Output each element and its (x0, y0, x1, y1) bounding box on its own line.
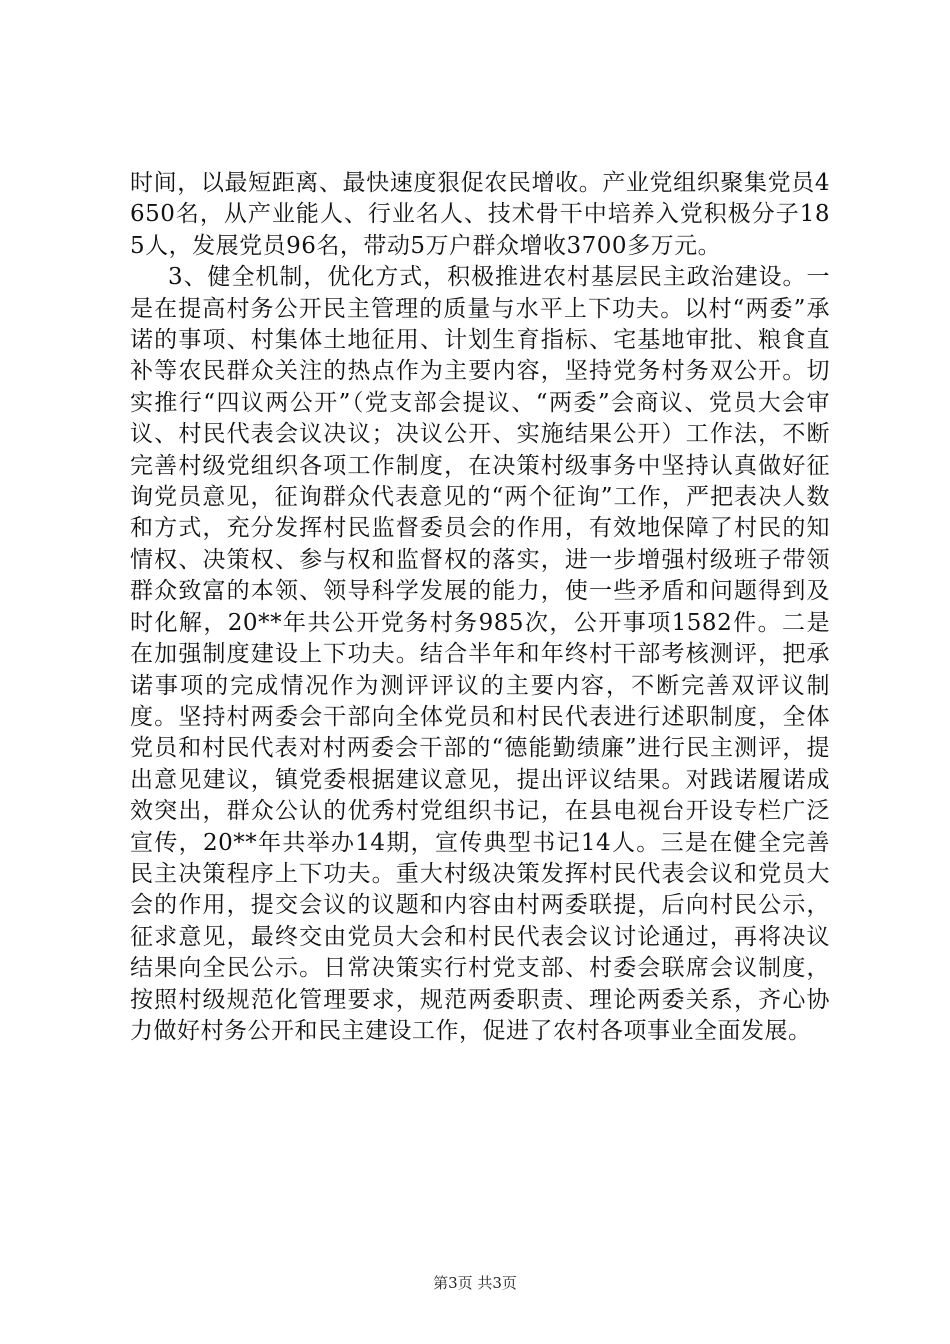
body-text (130, 168, 830, 1047)
paragraph-continuation: 时间，以最短距离、最快速度狠促农民增收。产业党组织聚集党员4650名，从产业能人、行业名人、技术骨干中培养入党积极分子185人，发展党员96名，带动5万户群众增收3700多万元。 (130, 170, 830, 259)
page-footer: 第3页 共3页 (433, 1274, 517, 1292)
paragraph-section-3: 3、健全机制，优化方式，积极推进农村基层民主政治建设。一是在提高村务公开民主管理的质量与水平上下功夫。以村“两委”承诺的事项、村集体土地征用、计划生育指标、宅基地审批、粮食直补等农民群众关注的热点作为主要内容，坚持党务村务双公开。切实推行“四议两公开”（党支部会提议、“两委”会商议、党员大会审议、村民代表会议决议；决议公开、实施结果公开）工作法，不断完善村级党组织各项工作制度，在决策村级事务中坚持认真做好征询党员意见，征询群众代表意见的“两个征询”工作，严把表决人数和方式，充分发挥村民监督委员会的作用，有效地保障了村民的知情权、决策权、参与权和监督权的落实，进一步增强村级班子带领群众致富的本领、领导科学发展的能力，使一些矛盾和问题得到及时化解，20**年共公开党务村务985次，公开事项1582件。二是在加强制度建设上下功夫。结合半年和年终村干部考核测评，把承诺事项的完成情况作为测评评议的主要内容，不断完善双评议制度。坚持村两委会干部向全体党员和村民代表进行述职制度，全体党员和村民代表对村两委会干部的“德能勤绩廉”进行民主测评，提出意见建议，镇党委根据建议意见，提出评议结果。对践诺履诺成效突出，群众公认的优秀村党组织书记，在县电视台开设专栏广泛宣传，20**年共举办14期，宣传典型书记14人。三是在健全完善民主决策程序上下功夫。重大村级决策发挥村民代表会议和党员大会的作用，提交会议的议题和内容由村两委联提，后向村民公示，征求意见，最终交由党员大会和村民代表会议讨论通过，再将决议结果向全民公示。日常决策实行村党支部、村委会联席会议制度，按照村级规范化管理要求，规范两委职责、理论两委关系，齐心协力做好村务公开和民主建设工作，促进了农村各项事业全面发展。 (130, 264, 830, 1044)
